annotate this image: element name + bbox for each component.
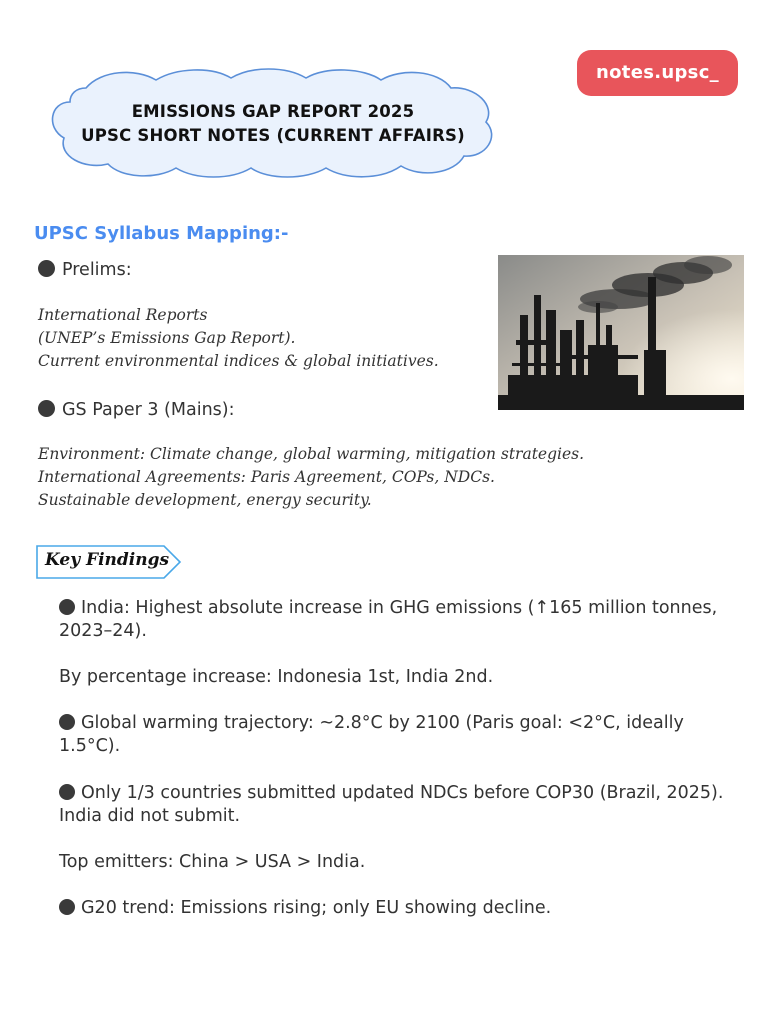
title-line-1: EMISSIONS GAP REPORT 2025 (131, 102, 415, 121)
finding-text: Global warming trajectory: ~2.8°C by 2100 (Paris goal: <2°C, ideally 1.5°C). (59, 713, 684, 756)
finding-text: G20 trend: Emissions rising; only EU showing decline. (81, 898, 552, 918)
page-title (46, 100, 500, 148)
finding-item (59, 597, 749, 643)
prelims-line: Current environmental indices & global initiatives. (38, 352, 439, 370)
key-findings-label: Key Findings (45, 550, 170, 570)
finding-text: India: Highest absolute increase in GHG emissions (↑165 million tonnes, 2023–24). (59, 598, 718, 641)
finding-text: Top emitters: China > USA > India. (59, 852, 366, 872)
bullet-icon (59, 714, 75, 730)
mains-line: International Agreements: Paris Agreement, COPs, NDCs. (38, 468, 495, 486)
mains-heading (38, 400, 235, 420)
finding-item (59, 712, 749, 758)
mains-label: GS Paper 3 (Mains): (62, 400, 235, 420)
bullet-icon (59, 784, 75, 800)
finding-item (59, 851, 749, 874)
syllabus-heading: UPSC Syllabus Mapping:- (34, 223, 289, 244)
bullet-icon (59, 599, 75, 615)
prelims-topics (38, 304, 439, 373)
key-findings-tag (36, 545, 182, 579)
mains-line: Sustainable development, energy security. (38, 491, 372, 509)
prelims-label: Prelims: (62, 260, 132, 280)
bullet-icon (38, 260, 55, 277)
prelims-line: International Reports (38, 306, 208, 324)
prelims-line: (UNEP’s Emissions Gap Report). (38, 329, 296, 347)
title-cloud (46, 66, 500, 180)
bullet-icon (38, 400, 55, 417)
mains-topics (38, 443, 584, 512)
mains-line: Environment: Climate change, global warming, mitigation strategies. (38, 445, 585, 463)
industrial-smokestack-photo (498, 255, 744, 410)
finding-text: Only 1/3 countries submitted updated NDCs before COP30 (Brazil, 2025). India did not submit. (59, 783, 724, 826)
brand-badge: notes.upsc_ (577, 50, 738, 96)
finding-item (59, 782, 749, 828)
prelims-heading (38, 260, 132, 280)
finding-item (59, 897, 749, 920)
title-line-2: UPSC SHORT NOTES (CURRENT AFFAIRS) (81, 126, 465, 145)
finding-item (59, 666, 749, 689)
finding-text: By percentage increase: Indonesia 1st, India 2nd. (59, 667, 494, 687)
bullet-icon (59, 899, 75, 915)
